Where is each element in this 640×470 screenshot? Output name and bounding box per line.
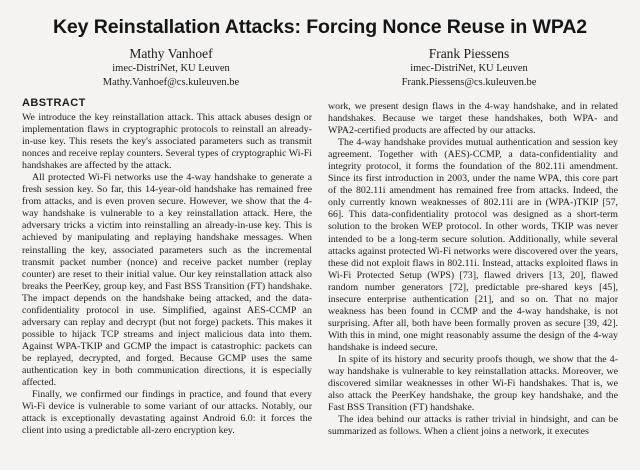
author-email: Frank.Piessens@cs.kuleuven.be	[401, 76, 537, 88]
author-affiliation: imec-DistriNet, KU Leuven	[112, 63, 230, 74]
author-2	[329, 46, 609, 89]
two-column-body	[22, 96, 618, 438]
abstract-heading: ABSTRACT	[22, 97, 86, 109]
author-email: Mathy.Vanhoef@cs.kuleuven.be	[102, 76, 240, 88]
author-name: Frank Piessens	[428, 46, 510, 61]
body-paragraph: The idea behind our attacks is rather trivial in hindsight, and can be summarized as follows. When a client joins a network, it executes	[328, 414, 618, 438]
author-block	[22, 46, 618, 89]
author-name: Mathy Vanhoef	[129, 46, 213, 61]
body-paragraph: work, we present design flaws in the 4-way handshake, and in related handshakes. Because we target these handshakes, both WPA- and WPA2-certified products are affected by our attacks.	[328, 101, 618, 137]
abstract-paragraph: All protected Wi-Fi networks use the 4-way handshake to generate a fresh session key. So far, this 14-year-old handshake has remained free from attacks, and is even proven secure. However, we show that the 4-way handshake is vulnerable to a key reinstallation attack. Here, the adversary tricks a victim into reinstalling an already-in-use key. This is achieved by manipulating and replaying handshake messages. When reinstalling the key, associated parameters such as the incremental transmit packet number (nonce) and receive packet number (replay counter) are reset to their initial value. Our key reinstallation attack also breaks the PeerKey, group key, and Fast BSS Transition (FT) handshake. The impact depends on the handshake being attacked, and the data-confidentiality protocol in use. Simplified, against AES-CCMP an adversary can replay and decrypt (but not forge) packets. This makes it possible to hijack TCP streams and inject malicious data into them. Against WPA-TKIP and GCMP the impact is catastrophic: packets can be replayed, decrypted, and forged. Because GCMP uses the same authentication key in both communication directions, it is especially affected.	[22, 172, 312, 389]
abstract-paragraph: Finally, we confirmed our findings in practice, and found that every Wi-Fi device is vulnerable to some variant of our attacks. Notably, our attack is exceptionally devastating against Android 6.0: it forces the client into using a predictable all-zero encryption key.	[22, 389, 312, 437]
left-column	[22, 96, 312, 438]
author-1	[31, 46, 311, 89]
abstract-paragraph: We introduce the key reinstallation attack. This attack abuses design or implementation flaws in cryptographic protocols to reinstall an already-in-use key. This resets the key's associated parameters such as transmit nonces and receive replay counters. Several types of cryptographic Wi-Fi handshakes are affected by the attack.	[22, 112, 312, 172]
paper-title: Key Reinstallation Attacks: Forcing Nonce Reuse in WPA2	[52, 16, 588, 38]
body-paragraph: In spite of its history and security proofs though, we show that the 4-way handshake is vulnerable to key reinstallation attacks. Moreover, we discovered similar weaknesses in other Wi-Fi handshakes. That is, we also attack the PeerKey handshake, the group key handshake, and the Fast BSS Transition (FT) handshake.	[328, 353, 618, 414]
right-column	[328, 96, 618, 438]
author-affiliation: imec-DistriNet, KU Leuven	[410, 63, 528, 74]
body-paragraph: The 4-way handshake provides mutual authentication and session key agreement. Together with (AES)-CCMP, a data-confidentiality and integrity protocol, it forms the foundation of the 802.11i amendment. Since its first introduction in 2003, under the name WPA, this core part of the 802.11i amendment has remained free from attacks. Indeed, the only currently known weaknesses of 802.11i are in (WPA-)TKIP [57, 66]. This data-confidentiality protocol was designed as a short-term solution to the broken WEP protocol. In other words, TKIP was never intended to be a long-term secure solution. Additionally, while several attacks against protected Wi-Fi networks were discovered over the years, these did not exploit flaws in 802.11i. Instead, attacks exploited flaws in Wi-Fi Protected Setup (WPS) [73], flawed drivers [13, 20], flawed random number generators [72], predictable pre-shared keys [45], insecure enterprise authentication [21], and so on. That no major weakness has been found in CCMP and the 4-way handshake, is not surprising. After all, both have been formally proven as secure [39, 42]. With this in mind, one might reasonably assume the design of the 4-way handshake is indeed secure.	[328, 137, 618, 353]
